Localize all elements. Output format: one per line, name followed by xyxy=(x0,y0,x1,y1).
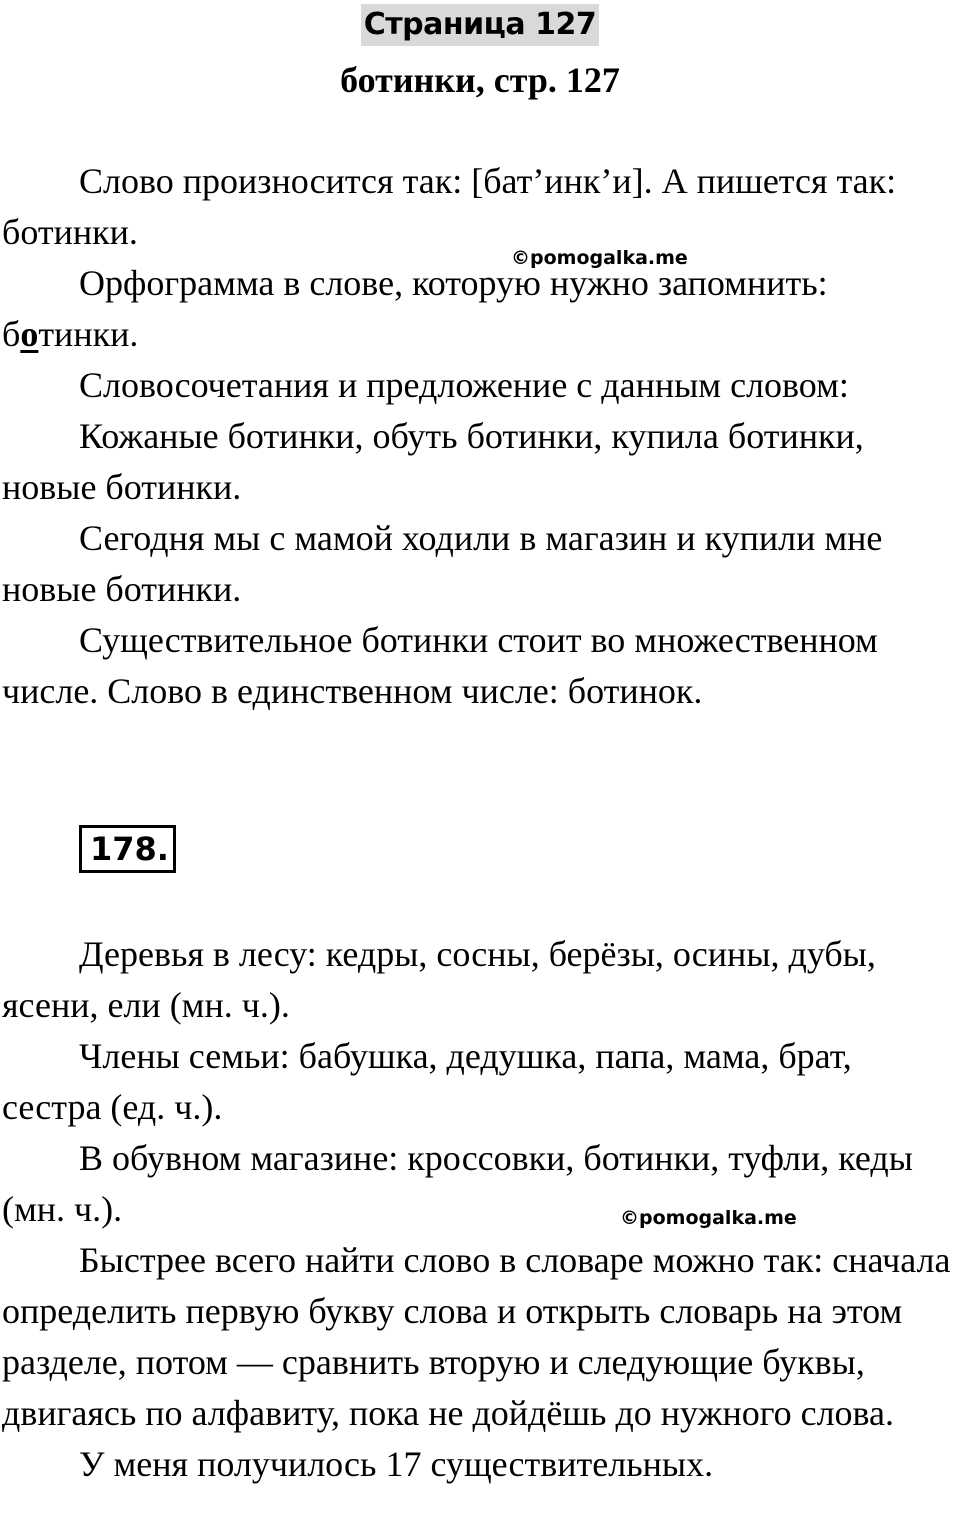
word-analysis-section xyxy=(2,156,958,717)
watermark-text-2: ©pomogalka.me xyxy=(620,1207,797,1229)
family-paragraph: Члены семьи: бабушка, дедушка, папа, мама, брат, сестра (ед. ч.). xyxy=(2,1036,852,1127)
exercise-number-box: 178. xyxy=(79,825,176,873)
example-sentence-paragraph: Сегодня мы с мамой ходили в магазин и купили мне новые ботинки. xyxy=(2,518,883,609)
stressed-letter: о xyxy=(20,314,39,354)
exercise-answer-section xyxy=(2,929,958,1490)
shoe-store-paragraph: В обувном магазине: кроссовки, ботинки, туфли, кеды (мн. ч.). xyxy=(2,1138,913,1229)
phrases-intro-paragraph: Словосочетания и предложение с данным словом: xyxy=(79,365,849,405)
result-paragraph: У меня получилось 17 существительных. xyxy=(79,1444,714,1484)
word-part-start: б xyxy=(2,314,21,354)
orthogram-paragraph xyxy=(2,258,958,360)
orthogram-word xyxy=(2,314,138,354)
word-part-end: тинки. xyxy=(38,314,139,354)
page-number-label: Страница 127 xyxy=(361,4,599,46)
pronunciation-paragraph: Слово произносится так: [бат’инк’и]. А пишется так: ботинки. xyxy=(2,161,897,252)
number-paragraph: Существительное ботинки стоит во множественном числе. Слово в единственном числе: ботинок. xyxy=(2,620,878,711)
trees-paragraph: Деревья в лесу: кедры, сосны, берёзы, осины, дубы, ясени, ели (мн. ч.). xyxy=(2,934,876,1025)
dictionary-paragraph: Быстрее всего найти слово в словаре можно так: сначала определить первую букву слова и открыть словарь на этом разделе, потом — сравнить вторую и следующие буквы, двигаясь по алфавиту, пока не дойдёшь до нужного слова. xyxy=(2,1240,951,1433)
page-subtitle: ботинки, стр. 127 xyxy=(340,60,620,100)
orthogram-text: Орфограмма в слове, которую нужно запомнить: xyxy=(79,263,828,303)
phrases-paragraph: Кожаные ботинки, обуть ботинки, купила ботинки, новые ботинки. xyxy=(2,416,864,507)
page-heading xyxy=(0,4,960,46)
watermark-text: ©pomogalka.me xyxy=(511,247,688,269)
